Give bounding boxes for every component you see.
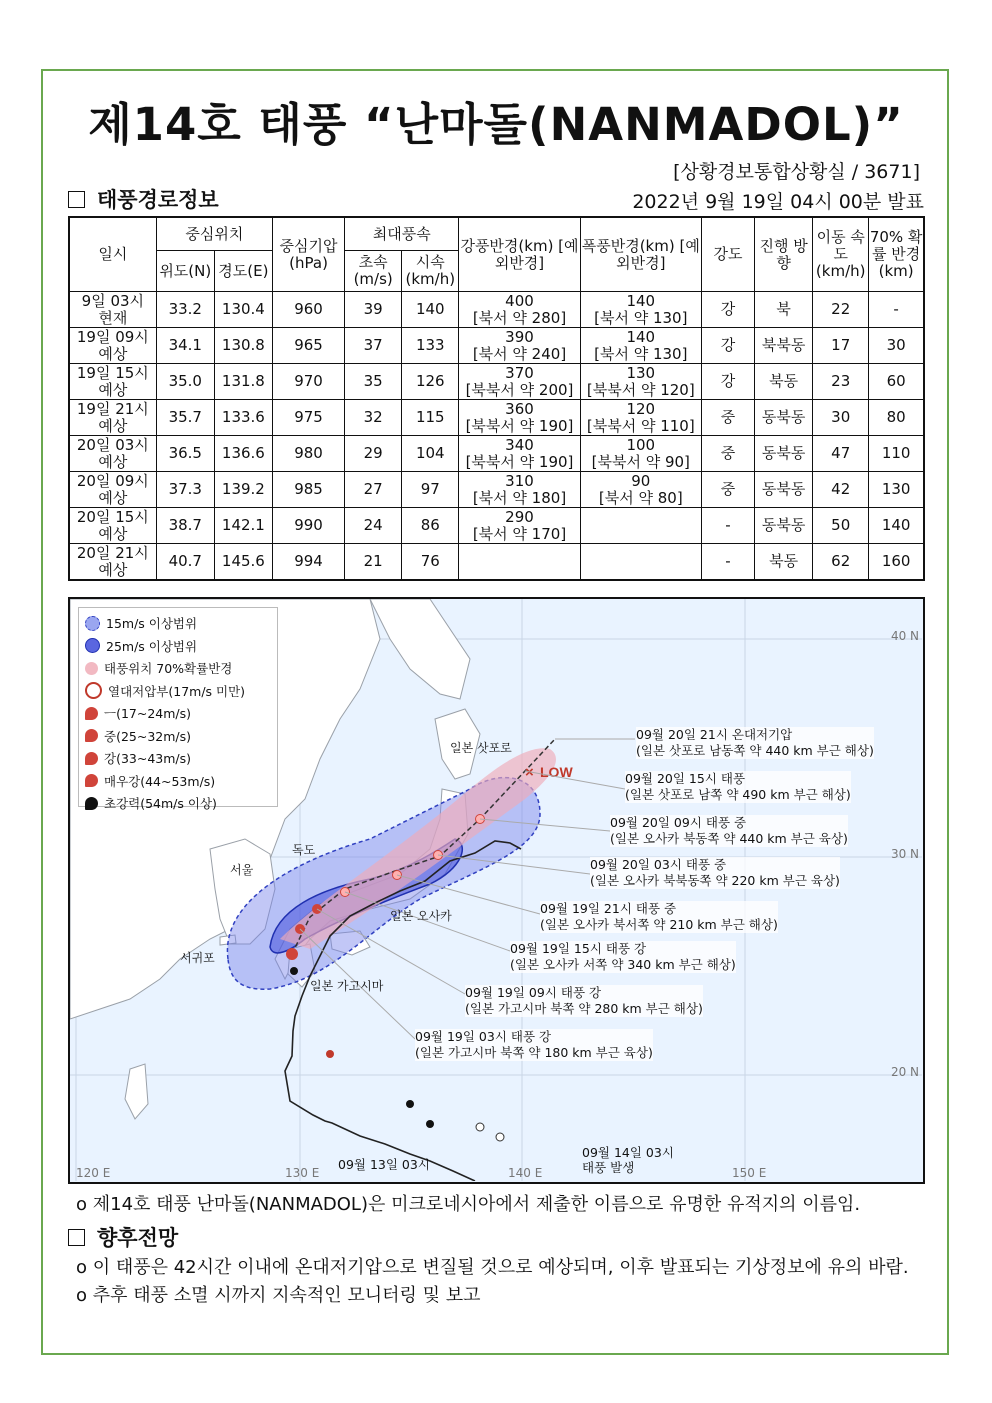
legend-item (85, 747, 271, 770)
cell-speed: 47 (813, 436, 869, 472)
annotation-time: 09월 19일 09시 태풍 강 (465, 985, 602, 1000)
place-kagoshima: 일본 가고시마 (310, 979, 384, 993)
header-lat: 위도(N) (156, 251, 214, 292)
cell-pressure: 975 (272, 400, 344, 436)
office-label: [상황경보통합상황실 / 3671] (673, 161, 920, 183)
cell-time: 9일 03시 현재 (69, 292, 156, 328)
annotation-location: (일본 오사카 북서쪽 약 210 km 부근 해상) (540, 917, 778, 932)
cell-intensity: 중 (701, 400, 754, 436)
cell-pressure: 970 (272, 364, 344, 400)
checkbox-icon (68, 191, 85, 208)
cell-storm: 90 [북서 약 80] (580, 472, 701, 508)
cell-kmh: 104 (402, 436, 459, 472)
place-seogwipo: 서귀포 (180, 951, 215, 965)
cell-pressure: 990 (272, 508, 344, 544)
header-speed: 이동 속도 (km/h) (813, 217, 869, 292)
cell-time: 19일 15시 예상 (69, 364, 156, 400)
cell-r70: 140 (869, 508, 924, 544)
annotation-location: (일본 가고시마 북쪽 약 280 km 부근 해상) (465, 1001, 703, 1016)
cell-direction: 동북동 (755, 472, 813, 508)
cell-lon: 130.8 (214, 328, 272, 364)
cell-kmh: 133 (402, 328, 459, 364)
lon-label: 130 E (285, 1166, 320, 1180)
cell-r70: 30 (869, 328, 924, 364)
cell-storm: 130 [북북서 약 120] (580, 364, 701, 400)
annotation-time: 09월 20일 03시 태풍 중 (590, 857, 727, 872)
start-label-13: 09월 13일 03시 (338, 1157, 430, 1172)
cell-lon: 131.8 (214, 364, 272, 400)
cell-r70: 130 (869, 472, 924, 508)
cell-storm (580, 508, 701, 544)
header-pressure: 중심기압 (hPa) (272, 217, 344, 292)
cell-speed: 22 (813, 292, 869, 328)
cell-gale: 290 [북서 약 170] (459, 508, 580, 544)
cell-lat: 33.2 (156, 292, 214, 328)
lat-label: 40 N (890, 629, 919, 643)
cell-lon: 142.1 (214, 508, 272, 544)
table-row (69, 328, 924, 364)
cell-intensity: 중 (701, 436, 754, 472)
cell-kmh: 140 (402, 292, 459, 328)
cell-lon: 130.4 (214, 292, 272, 328)
cell-lon: 136.6 (214, 436, 272, 472)
note-name-origin: o 제14호 태풍 난마돌(NANMADOL)은 미크로네시아에서 제출한 이름으로 유명한 유적지의 이름임. (76, 1194, 861, 1215)
lon-label: 140 E (508, 1166, 543, 1180)
annotation-time: 09월 20일 15시 태풍 (625, 771, 746, 786)
start-label-14 (582, 1145, 674, 1175)
place-dokdo: 독도 (292, 843, 316, 857)
header-time: 일시 (69, 217, 156, 292)
cell-pressure: 965 (272, 328, 344, 364)
table-row (69, 508, 924, 544)
low-marker-icon: × (525, 764, 534, 781)
place-osaka: 일본 오사카 (390, 909, 452, 923)
track-annotation (415, 1029, 653, 1061)
cell-gale: 370 [북북서 약 200] (459, 364, 580, 400)
cell-ms: 24 (345, 508, 402, 544)
place-sapporo: 일본 삿포로 (450, 741, 512, 755)
cell-ms: 21 (345, 544, 402, 581)
track-annotation (590, 857, 840, 889)
section-title: 향후전망 (97, 1226, 179, 1250)
cross-circle-icon (85, 682, 102, 699)
typhoon-very-strong-icon (85, 774, 98, 787)
cell-kmh: 97 (402, 472, 459, 508)
legend-item (85, 657, 271, 680)
cell-lon: 133.6 (214, 400, 272, 436)
pink-circle-icon (85, 662, 98, 675)
annotation-location: (일본 가고시마 북쪽 약 180 km 부근 육상) (415, 1045, 653, 1060)
header-gale: 강풍반경(km) [예외반경] (459, 217, 580, 292)
legend-item (85, 612, 271, 635)
legend-label: 매우강(44~53m/s) (104, 773, 216, 789)
cell-lon: 145.6 (214, 544, 272, 581)
filled-circle-icon (85, 638, 100, 653)
lat-label: 20 N (890, 1065, 919, 1079)
header-direction: 진행 방향 (755, 217, 813, 292)
legend-item (85, 725, 271, 748)
header-lon: 경도(E) (214, 251, 272, 292)
cell-kmh: 126 (402, 364, 459, 400)
cell-intensity: 중 (701, 472, 754, 508)
legend-label: 15m/s 이상범위 (106, 616, 198, 632)
annotation-time: 09월 19일 21시 태풍 중 (540, 901, 677, 916)
cell-storm: 140 [북서 약 130] (580, 292, 701, 328)
legend-item (85, 770, 271, 793)
cell-time: 19일 21시 예상 (69, 400, 156, 436)
annotation-location: (일본 오사카 북북동쪽 약 220 km 부근 육상) (590, 873, 840, 888)
section-title: 태풍경로정보 (97, 188, 219, 212)
table-row (69, 544, 924, 581)
cell-pressure: 985 (272, 472, 344, 508)
start-label-14-date: 09월 14일 03시 (582, 1145, 674, 1160)
cell-speed: 62 (813, 544, 869, 581)
cell-r70: 80 (869, 400, 924, 436)
cell-direction: 북동 (755, 544, 813, 581)
map-legend (78, 607, 278, 812)
legend-label: 25m/s 이상범위 (106, 638, 198, 654)
cell-lat: 35.7 (156, 400, 214, 436)
cell-speed: 42 (813, 472, 869, 508)
typhoon-medium-icon (85, 729, 98, 742)
track-table (68, 216, 925, 581)
annotation-time: 09월 20일 21시 온대저기압 (636, 727, 793, 742)
cell-gale: 360 [북북서 약 190] (459, 400, 580, 436)
annotation-location: (일본 오사카 서쪽 약 340 km 부근 해상) (510, 957, 736, 972)
legend-label: 중(25~32m/s) (104, 728, 192, 744)
start-label-14-note: 태풍 발생 (582, 1160, 635, 1175)
note-outlook: o 이 태풍은 42시간 이내에 온대저기압으로 변질될 것으로 예상되며, 이후 발표되는 기상정보에 유의 바람. (76, 1257, 909, 1278)
cell-r70: 110 (869, 436, 924, 472)
cell-gale (459, 544, 580, 581)
table-row (69, 436, 924, 472)
page-title: 제14호 태풍 “난마돌(NANMADOL)” (88, 98, 904, 151)
track-annotation (540, 901, 778, 933)
legend-item (85, 635, 271, 658)
track-annotation (636, 727, 874, 759)
header-center: 중심위치 (156, 217, 272, 251)
legend-item (85, 792, 271, 815)
dotted-circle-icon (85, 616, 100, 631)
annotation-location: (일본 삿포로 남쪽 약 490 km 부근 해상) (625, 787, 851, 802)
note-monitoring: o 추후 태풍 소멸 시까지 지속적인 모니터링 및 보고 (76, 1285, 481, 1306)
annotation-location: (일본 삿포로 남동쪽 약 440 km 부근 해상) (636, 743, 874, 758)
track-annotation (625, 771, 851, 803)
checkbox-icon (68, 1229, 85, 1246)
cell-intensity: - (701, 508, 754, 544)
legend-label: ㅡ(17~24m/s) (104, 706, 192, 722)
track-annotation (610, 815, 848, 847)
cell-lat: 40.7 (156, 544, 214, 581)
place-seoul: 서울 (230, 863, 254, 877)
lon-label: 120 E (76, 1166, 111, 1180)
cell-gale: 340 [북북서 약 190] (459, 436, 580, 472)
cell-speed: 30 (813, 400, 869, 436)
typhoon-strong-icon (85, 752, 98, 765)
cell-lon: 139.2 (214, 472, 272, 508)
low-label: LOW (540, 764, 573, 780)
annotation-location: (일본 오사카 북동쪽 약 440 km 부근 육상) (610, 831, 848, 846)
cell-kmh: 86 (402, 508, 459, 544)
cell-storm (580, 544, 701, 581)
cell-ms: 35 (345, 364, 402, 400)
cell-direction: 북 (755, 292, 813, 328)
cell-gale: 310 [북서 약 180] (459, 472, 580, 508)
table-row (69, 472, 924, 508)
cell-ms: 27 (345, 472, 402, 508)
table-row (69, 364, 924, 400)
legend-label: 태풍위치 70%확률반경 (104, 661, 233, 677)
cell-direction: 북북동 (755, 328, 813, 364)
track-annotation (510, 941, 736, 973)
annotation-time: 09월 20일 09시 태풍 중 (610, 815, 747, 830)
table-row (69, 400, 924, 436)
cell-direction: 동북동 (755, 436, 813, 472)
cell-lat: 36.5 (156, 436, 214, 472)
cell-storm: 140 [북서 약 130] (580, 328, 701, 364)
cell-ms: 32 (345, 400, 402, 436)
cell-speed: 50 (813, 508, 869, 544)
cell-lat: 34.1 (156, 328, 214, 364)
header-maxwind: 최대풍속 (345, 217, 459, 251)
cell-lat: 35.0 (156, 364, 214, 400)
table-row (69, 292, 924, 328)
cell-lat: 37.3 (156, 472, 214, 508)
cell-time: 19일 09시 예상 (69, 328, 156, 364)
cell-kmh: 115 (402, 400, 459, 436)
cell-direction: 동북동 (755, 400, 813, 436)
cell-speed: 23 (813, 364, 869, 400)
lat-label: 30 N (890, 847, 919, 861)
cell-lat: 38.7 (156, 508, 214, 544)
legend-item (85, 702, 271, 725)
cell-time: 20일 09시 예상 (69, 472, 156, 508)
legend-label: 열대저압부(17m/s 미만) (108, 683, 246, 699)
cell-kmh: 76 (402, 544, 459, 581)
cell-time: 20일 15시 예상 (69, 508, 156, 544)
cell-time: 20일 21시 예상 (69, 544, 156, 581)
cell-r70: 60 (869, 364, 924, 400)
typhoon-small-icon (85, 707, 98, 720)
cell-speed: 17 (813, 328, 869, 364)
section-outlook (68, 1222, 178, 1252)
cell-storm: 100 [북북서 약 90] (580, 436, 701, 472)
cell-intensity: 강 (701, 328, 754, 364)
typhoon-track-map (68, 597, 925, 1184)
annotation-time: 09월 19일 15시 태풍 강 (510, 941, 647, 956)
cell-ms: 37 (345, 328, 402, 364)
cell-gale: 390 [북서 약 240] (459, 328, 580, 364)
cell-ms: 29 (345, 436, 402, 472)
cell-storm: 120 [북북서 약 110] (580, 400, 701, 436)
cell-intensity: 강 (701, 364, 754, 400)
lon-label: 150 E (732, 1166, 767, 1180)
typhoon-super-icon (85, 797, 98, 810)
track-annotation (465, 985, 703, 1017)
issued-date: 2022년 9월 19일 04시 00분 발표 (632, 191, 924, 213)
header-kmh: 시속 (km/h) (402, 251, 459, 292)
cell-pressure: 994 (272, 544, 344, 581)
header-r70: 70% 확률 반경 (km) (869, 217, 924, 292)
cell-direction: 북동 (755, 364, 813, 400)
cell-intensity: - (701, 544, 754, 581)
cell-intensity: 강 (701, 292, 754, 328)
header-ms: 초속 (m/s) (345, 251, 402, 292)
annotation-time: 09월 19일 03시 태풍 강 (415, 1029, 552, 1044)
legend-label: 강(33~43m/s) (104, 751, 192, 767)
cell-time: 20일 03시 예상 (69, 436, 156, 472)
cell-gale: 400 [북서 약 280] (459, 292, 580, 328)
header-intensity: 강도 (701, 217, 754, 292)
cell-pressure: 980 (272, 436, 344, 472)
cell-ms: 39 (345, 292, 402, 328)
cell-pressure: 960 (272, 292, 344, 328)
header-storm: 폭풍반경(km) [예외반경] (580, 217, 701, 292)
section-track-info (68, 184, 219, 214)
legend-item (85, 680, 271, 703)
cell-r70: 160 (869, 544, 924, 581)
cell-r70: - (869, 292, 924, 328)
cell-direction: 동북동 (755, 508, 813, 544)
legend-label: 초강력(54m/s 이상) (104, 796, 217, 812)
